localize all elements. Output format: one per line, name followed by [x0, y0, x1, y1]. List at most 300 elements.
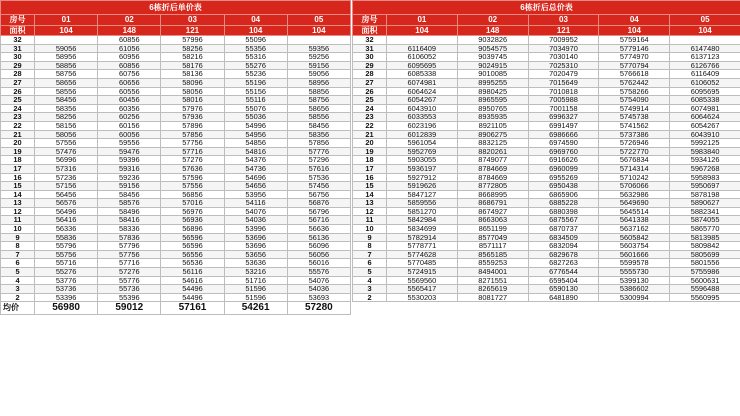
price-cell: 59256	[287, 53, 350, 62]
price-cell: 5770794	[599, 61, 670, 70]
price-cell: 6085338	[387, 70, 458, 79]
price-cell: 5645514	[599, 207, 670, 216]
price-cell: 6832094	[528, 242, 599, 251]
price-cell: 59236	[98, 173, 161, 182]
price-cell: 5749914	[599, 104, 670, 113]
price-cell: 5724915	[387, 268, 458, 277]
average-value: 57280	[287, 302, 350, 315]
floor-cell: 9	[353, 233, 387, 242]
floor-cell: 13	[353, 199, 387, 208]
price-cell: 57616	[287, 164, 350, 173]
price-cell: 5847127	[387, 190, 458, 199]
price-cell: 6043910	[387, 104, 458, 113]
area-header: 121	[161, 25, 224, 36]
table-row	[1, 250, 351, 259]
price-cell: 57996	[161, 36, 224, 45]
price-cell: 59156	[98, 182, 161, 191]
price-cell: 56136	[287, 233, 350, 242]
price-cell: 6590130	[528, 285, 599, 294]
price-cell: 55356	[224, 44, 287, 53]
floor-cell: 32	[1, 36, 35, 45]
floor-cell: 8	[1, 242, 35, 251]
unit-number-header: 05	[670, 15, 740, 26]
table-row	[353, 104, 740, 113]
price-cell: 7010818	[528, 87, 599, 96]
price-cell: 56116	[161, 268, 224, 277]
floor-cell: 29	[353, 61, 387, 70]
price-cell: 9010085	[457, 70, 528, 79]
table-row	[1, 285, 351, 294]
floor-cell: 15	[353, 182, 387, 191]
price-cell: 5722770	[599, 147, 670, 156]
price-cell: 55116	[224, 96, 287, 105]
price-cell: 8995255	[457, 78, 528, 87]
price-cell: 6955269	[528, 173, 599, 182]
price-cell: 57716	[98, 259, 161, 268]
price-cell: 56556	[161, 250, 224, 259]
floor-cell: 18	[353, 156, 387, 165]
price-cell: 56636	[287, 225, 350, 234]
price-cell: 60156	[98, 121, 161, 130]
floor-cell: 10	[1, 225, 35, 234]
area-header: 104	[387, 25, 458, 36]
price-cell: 57296	[287, 156, 350, 165]
price-cell: 8577049	[457, 233, 528, 242]
price-cell: 8820261	[457, 147, 528, 156]
area-row	[1, 25, 351, 36]
floor-cell: 3	[1, 285, 35, 294]
floor-cell: 21	[353, 130, 387, 139]
table-title: 6栋折后总价表	[353, 1, 740, 15]
price-cell: 5745738	[599, 113, 670, 122]
price-cell: 60356	[98, 104, 161, 113]
price-cell: 7030140	[528, 53, 599, 62]
average-value: 56980	[35, 302, 98, 315]
price-cell: 7025310	[528, 61, 599, 70]
table-row	[1, 139, 351, 148]
floor-cell: 18	[1, 156, 35, 165]
price-cell: 6074981	[670, 104, 740, 113]
price-cell: 5774628	[387, 250, 458, 259]
price-cell: 8980425	[457, 87, 528, 96]
table-row	[1, 276, 351, 285]
floor-cell: 14	[353, 190, 387, 199]
floor-cell: 19	[353, 147, 387, 156]
price-cell: 6116409	[670, 70, 740, 79]
price-cell: 59056	[35, 44, 98, 53]
table-row	[1, 293, 351, 302]
price-cell: 58216	[161, 53, 224, 62]
price-cell: 5801556	[670, 259, 740, 268]
price-cell: 55396	[98, 293, 161, 302]
price-cell: 58056	[35, 130, 98, 139]
price-cell: 6033553	[387, 113, 458, 122]
floor-cell: 23	[353, 113, 387, 122]
price-cell: 8265619	[457, 285, 528, 294]
price-cell: 5813985	[670, 233, 740, 242]
price-cell: 54116	[224, 199, 287, 208]
price-cell: 5601666	[599, 250, 670, 259]
price-cell: 5936197	[387, 164, 458, 173]
price-cell: 58016	[161, 96, 224, 105]
price-cell: 6974590	[528, 139, 599, 148]
price-cell: 5779146	[599, 44, 670, 53]
price-cell: 57856	[287, 139, 350, 148]
table-row	[1, 96, 351, 105]
price-cell: 59316	[98, 164, 161, 173]
price-cell: 58456	[287, 121, 350, 130]
table-row	[1, 113, 351, 122]
price-cell: 56096	[287, 242, 350, 251]
price-cell: 5759164	[599, 36, 670, 45]
price-cell: 56856	[161, 190, 224, 199]
floor-cell: 11	[1, 216, 35, 225]
area-row	[353, 25, 740, 36]
price-cell: 60556	[98, 87, 161, 96]
table-row	[1, 53, 351, 62]
price-cell: 58856	[35, 61, 98, 70]
price-cell: 55576	[287, 268, 350, 277]
price-cell: 56576	[35, 199, 98, 208]
table-row	[353, 242, 740, 251]
price-cell: 58176	[161, 61, 224, 70]
average-value: 57161	[161, 302, 224, 315]
room-header-label: 房号	[1, 15, 35, 26]
price-cell: 8965595	[457, 96, 528, 105]
table-row	[353, 96, 740, 105]
floor-cell: 20	[1, 139, 35, 148]
price-cell: 5641338	[599, 216, 670, 225]
price-cell: 58556	[35, 87, 98, 96]
price-cell: 53693	[287, 293, 350, 302]
price-cell: 5710242	[599, 173, 670, 182]
floor-cell: 26	[353, 87, 387, 96]
table-row	[1, 190, 351, 199]
price-cell: 59476	[98, 147, 161, 156]
price-cell: 57276	[98, 268, 161, 277]
table-row	[353, 259, 740, 268]
price-cell: 60256	[98, 113, 161, 122]
price-cell: 6986666	[528, 130, 599, 139]
price-cell: 5809842	[670, 242, 740, 251]
price-cell: 59056	[287, 70, 350, 79]
table-row	[1, 199, 351, 208]
price-cell: 53396	[35, 293, 98, 302]
floor-cell: 27	[353, 78, 387, 87]
price-cell: 6969760	[528, 147, 599, 156]
price-cell: 55796	[35, 242, 98, 251]
price-cell: 8651199	[457, 225, 528, 234]
price-cell: 5637162	[599, 225, 670, 234]
floor-cell: 21	[1, 130, 35, 139]
floor-cell: 31	[353, 44, 387, 53]
price-cell: 5890627	[670, 199, 740, 208]
price-cell: 60056	[98, 130, 161, 139]
price-cell: 56796	[287, 207, 350, 216]
table-row	[353, 78, 740, 87]
price-cell: 58576	[98, 199, 161, 208]
price-cell: 54816	[224, 147, 287, 156]
price-cell: 8559253	[457, 259, 528, 268]
price-cell: 7034970	[528, 44, 599, 53]
table-row	[353, 216, 740, 225]
price-cell: 56876	[287, 199, 350, 208]
price-cell: 57856	[161, 130, 224, 139]
price-cell	[387, 36, 458, 45]
price-cell: 6481890	[528, 293, 599, 302]
price-cell: 8832125	[457, 139, 528, 148]
price-cell: 57756	[161, 139, 224, 148]
table-title-row	[353, 1, 740, 15]
price-cell: 6126766	[670, 61, 740, 70]
price-cell: 6776544	[528, 268, 599, 277]
price-cell: 53776	[35, 276, 98, 285]
price-cell: 53696	[224, 242, 287, 251]
price-cell: 6916626	[528, 156, 599, 165]
price-cell: 5706066	[599, 182, 670, 191]
price-cell: 58336	[98, 225, 161, 234]
price-cell: 6023196	[387, 121, 458, 130]
price-cell: 8784669	[457, 164, 528, 173]
price-cell: 8081727	[457, 293, 528, 302]
price-cell: 5737386	[599, 130, 670, 139]
price-cell: 6827263	[528, 259, 599, 268]
table-row	[353, 173, 740, 182]
price-cell: 56056	[287, 250, 350, 259]
table-row	[1, 87, 351, 96]
price-cell: 8494001	[457, 268, 528, 277]
price-cell: 58756	[35, 70, 98, 79]
price-cell: 56976	[161, 207, 224, 216]
price-cell: 58856	[287, 87, 350, 96]
floor-cell: 2	[353, 293, 387, 302]
price-cell: 56596	[161, 242, 224, 251]
unit-number-header: 04	[599, 15, 670, 26]
price-cell: 57156	[35, 182, 98, 191]
price-cell: 5649690	[599, 199, 670, 208]
table-row	[353, 130, 740, 139]
price-cell: 5874055	[670, 216, 740, 225]
price-cell: 54996	[224, 121, 287, 130]
table-row	[353, 70, 740, 79]
unit-number-header: 05	[287, 15, 350, 26]
price-cell: 56536	[161, 259, 224, 268]
price-cell: 56456	[35, 190, 98, 199]
floor-cell: 28	[353, 70, 387, 79]
price-cell: 5851270	[387, 207, 458, 216]
price-cell: 58556	[287, 113, 350, 122]
price-cell: 57756	[98, 250, 161, 259]
table-row	[1, 242, 351, 251]
price-cell: 58956	[35, 53, 98, 62]
price-cell: 57836	[98, 233, 161, 242]
floor-cell: 4	[353, 276, 387, 285]
price-cell: 56016	[287, 259, 350, 268]
unit-number-header: 01	[387, 15, 458, 26]
price-cell: 54656	[224, 182, 287, 191]
price-cell: 5605842	[599, 233, 670, 242]
price-cell: 6106052	[670, 78, 740, 87]
table-row	[353, 156, 740, 165]
price-cell: 9024915	[457, 61, 528, 70]
price-cell: 5805699	[670, 250, 740, 259]
price-cell: 53696	[224, 233, 287, 242]
table-row	[353, 139, 740, 148]
unit-number-header: 01	[35, 15, 98, 26]
price-cell: 6074981	[387, 78, 458, 87]
table-row	[353, 61, 740, 70]
floor-cell: 17	[353, 164, 387, 173]
price-cell: 6595404	[528, 276, 599, 285]
price-cell: 58256	[161, 44, 224, 53]
price-cell: 6996327	[528, 113, 599, 122]
floor-cell: 16	[1, 173, 35, 182]
price-cell: 8784669	[457, 173, 528, 182]
price-cell: 56416	[35, 216, 98, 225]
table-row	[1, 78, 351, 87]
unit-number-header: 04	[224, 15, 287, 26]
price-cell: 9039745	[457, 53, 528, 62]
price-cell: 58256	[35, 113, 98, 122]
price-cell: 6834509	[528, 233, 599, 242]
price-cell: 57596	[161, 173, 224, 182]
table-row	[353, 36, 740, 45]
price-cell: 5676834	[599, 156, 670, 165]
price-cell: 55096	[224, 36, 287, 45]
price-cell: 6012839	[387, 130, 458, 139]
table-title: 6栋折后单价表	[1, 1, 351, 15]
price-cell: 58656	[287, 104, 350, 113]
table-row	[1, 164, 351, 173]
price-cell: 51596	[224, 285, 287, 294]
table-row	[353, 121, 740, 130]
price-cell: 57316	[35, 164, 98, 173]
price-cell: 5560995	[670, 293, 740, 302]
price-cell: 5599578	[599, 259, 670, 268]
price-cell: 5726946	[599, 139, 670, 148]
price-cell: 56596	[161, 233, 224, 242]
price-cell: 6095695	[670, 87, 740, 96]
floor-cell: 25	[353, 96, 387, 105]
floor-cell: 9	[1, 233, 35, 242]
price-cell: 60856	[98, 36, 161, 45]
total-price-table	[352, 0, 740, 302]
price-cell: 8772805	[457, 182, 528, 191]
floor-cell: 23	[1, 113, 35, 122]
floor-cell: 22	[1, 121, 35, 130]
price-cell: 5300994	[599, 293, 670, 302]
price-cell: 5399130	[599, 276, 670, 285]
price-cell: 58956	[287, 78, 350, 87]
table-row	[353, 250, 740, 259]
price-cell: 7009952	[528, 36, 599, 45]
average-label: 均价	[1, 302, 35, 315]
price-cell: 8906275	[457, 130, 528, 139]
price-cell: 55716	[35, 259, 98, 268]
table-row	[1, 36, 351, 45]
floor-cell: 28	[1, 70, 35, 79]
price-cell: 5927912	[387, 173, 458, 182]
price-cell: 5859556	[387, 199, 458, 208]
area-header-label: 面积	[353, 25, 387, 36]
price-cell: 9054575	[457, 44, 528, 53]
table-title-row	[1, 1, 351, 15]
price-cell: 57936	[161, 113, 224, 122]
floor-cell: 30	[1, 53, 35, 62]
average-value: 54261	[224, 302, 287, 315]
price-cell: 58756	[287, 96, 350, 105]
price-cell: 7020479	[528, 70, 599, 79]
area-header: 104	[224, 25, 287, 36]
price-cell: 5919626	[387, 182, 458, 191]
price-cell: 56756	[287, 190, 350, 199]
floor-cell: 8	[353, 242, 387, 251]
price-cell: 8950765	[457, 104, 528, 113]
table-row	[1, 225, 351, 234]
price-cell: 5714314	[599, 164, 670, 173]
floor-cell: 5	[1, 268, 35, 277]
price-cell: 5958983	[670, 173, 740, 182]
price-cell: 54856	[224, 139, 287, 148]
price-cell: 8935935	[457, 113, 528, 122]
floor-cell: 13	[1, 199, 35, 208]
price-cell: 5603754	[599, 242, 670, 251]
floor-cell: 27	[1, 78, 35, 87]
price-cell: 5992125	[670, 139, 740, 148]
price-cell: 5632986	[599, 190, 670, 199]
floor-cell: 29	[1, 61, 35, 70]
price-cell: 59156	[287, 61, 350, 70]
price-cell: 57636	[161, 164, 224, 173]
price-cell: 5950697	[670, 182, 740, 191]
floor-cell: 14	[1, 190, 35, 199]
price-cell: 5782914	[387, 233, 458, 242]
price-cell: 57896	[161, 121, 224, 130]
floor-cell: 20	[353, 139, 387, 148]
price-cell: 57556	[35, 139, 98, 148]
price-cell: 7015649	[528, 78, 599, 87]
price-cell: 5934126	[670, 156, 740, 165]
floor-cell: 3	[353, 285, 387, 294]
average-row	[1, 302, 351, 315]
price-cell: 6960099	[528, 164, 599, 173]
price-cell: 57236	[35, 173, 98, 182]
price-cell: 55236	[224, 70, 287, 79]
table-row	[353, 147, 740, 156]
price-cell: 5967268	[670, 164, 740, 173]
price-cell: 5983840	[670, 147, 740, 156]
price-cell: 6865906	[528, 190, 599, 199]
price-cell: 53636	[224, 259, 287, 268]
price-cell: 54496	[161, 285, 224, 294]
price-cell: 53216	[224, 268, 287, 277]
floor-cell: 11	[353, 216, 387, 225]
price-cell: 58456	[98, 190, 161, 199]
price-cell: 6880398	[528, 207, 599, 216]
price-cell: 54376	[224, 156, 287, 165]
floor-cell: 15	[1, 182, 35, 191]
unit-price-table	[0, 0, 351, 315]
unit-number-row	[1, 15, 351, 26]
price-cell: 6829678	[528, 250, 599, 259]
table-row	[1, 121, 351, 130]
area-header: 148	[98, 25, 161, 36]
area-header: 121	[528, 25, 599, 36]
price-cell: 58136	[161, 70, 224, 79]
table-row	[1, 70, 351, 79]
table-row	[353, 190, 740, 199]
price-cell: 56336	[35, 225, 98, 234]
